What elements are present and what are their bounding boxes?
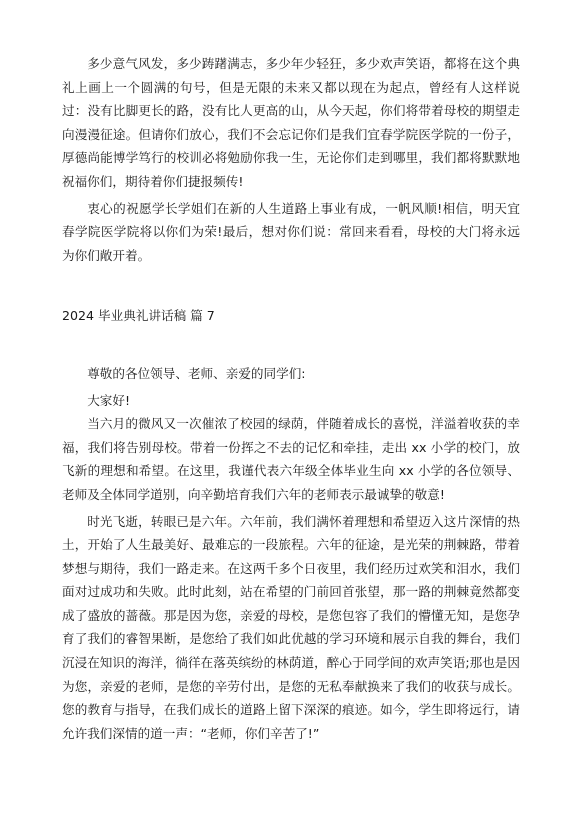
body-paragraph-1: 多少意气风发，多少踌躇满志，多少年少轻狂，多少欢声笑语，都将在这个典礼上画上一个圆满的句号，但是无限的未来又都以现在为起点，曾经有人这样说过：没有比脚更长的路，没有比人更高的山，从今天起，你们将带着母校的期望走向漫漫征途。但请你们放心，我们不会忘记你们是我们宜春学院医学院的一份子，厚德尚能博学笃行的校训必将勉励你我一生，无论你们走到哪里，我们都将默默地祝福你们，期待着你们捷报频传!: [62, 56, 520, 189]
body-paragraph-4: 时光飞逝，转眼已是六年。六年前，我们满怀着理想和希望迈入这片深情的热土，开始了人生最美好、最难忘的一段旅程。六年的征途，是光荣的荆棘路，带着梦想与期待，我们一路走来。在这两千多个日夜里，我们经历过欢笑和泪水，我们面对过成功和失败。此时此刻，站在希望的门前回首张望，那一路的荆棘竟然都变成了盛放的蔷薇。那是因为您，亲爱的母校，是您包容了我们的懵懂无知，是您孕育了我们的睿智果断，是您给了我们如此优越的学习环境和展示自我的舞台，我们沉浸在知识的海洋，徜徉在落英缤纷的林荫道，醉心于同学间的欢声笑语;那也是因为您，亲爱的老师，是您的辛劳付出，是您的无私奉献换来了我们的收获与成长。您的教育与指导，在我们成长的道路上留下深深的痕迹。如今，学生即将远行，请允许我们深情的道一声：“老师，你们辛苦了!”: [62, 513, 520, 741]
greeting: 大家好!: [87, 392, 131, 408]
speech-opening: [62, 362, 520, 412]
body-paragraph-3: 当六月的微风又一次催浓了校园的绿荫，伴随着成长的喜悦，洋溢着收获的幸福，我们将告别母校。带着一份挥之不去的记忆和牵挂，走出 xx 小学的校门，放飞新的理想和希望。在这里，我谨代表六年级全体毕业生向 xx 小学的各位领导、老师及全体同学道别，向辛勤培育我们六年的老师表示最诚挚的敬意!: [62, 416, 520, 502]
document-page: [62, 52, 520, 745]
section-title: 2024 毕业典礼讲话稿 篇 7: [62, 308, 215, 324]
salutation: 尊敬的各位领导、老师、亲爱的同学们:: [87, 365, 306, 381]
body-paragraph-2: 衷心的祝愿学长学姐们在新的人生道路上事业有成，一帆风顺!相信，明天宜春学院医学院将以你们为荣!最后，想对你们说：常回来看看，母校的大门将永远为你们敞开着。: [62, 200, 520, 263]
